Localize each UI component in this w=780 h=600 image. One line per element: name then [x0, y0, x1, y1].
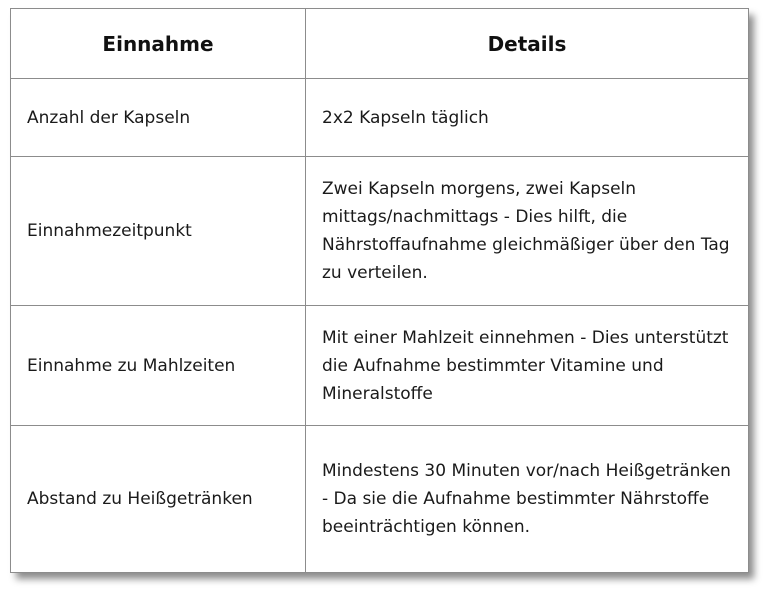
intake-table-card — [10, 8, 748, 572]
row-details: Mindestens 30 Minuten vor/nach Heißgetränken - Da sie die Aufnahme bestimmter Nährstoffe beeinträchtigen können. — [306, 426, 749, 573]
table-row — [11, 306, 749, 426]
header-details: Details — [306, 9, 749, 79]
table-row — [11, 157, 749, 306]
row-label: Anzahl der Kapseln — [11, 79, 306, 157]
row-details: 2x2 Kapseln täglich — [306, 79, 749, 157]
row-details: Zwei Kapseln morgens, zwei Kapseln mittags/nachmittags - Dies hilft, die Nährstoffaufnahme gleichmäßiger über den Tag zu verteilen. — [306, 157, 749, 306]
row-label: Einnahmezeitpunkt — [11, 157, 306, 306]
table-row — [11, 426, 749, 573]
row-label: Einnahme zu Mahlzeiten — [11, 306, 306, 426]
intake-table — [10, 8, 749, 573]
row-label: Abstand zu Heißgetränken — [11, 426, 306, 573]
table-row — [11, 79, 749, 157]
row-details: Mit einer Mahlzeit einnehmen - Dies unterstützt die Aufnahme bestimmter Vitamine und Mineralstoffe — [306, 306, 749, 426]
table-header-row — [11, 9, 749, 79]
header-einnahme: Einnahme — [11, 9, 306, 79]
